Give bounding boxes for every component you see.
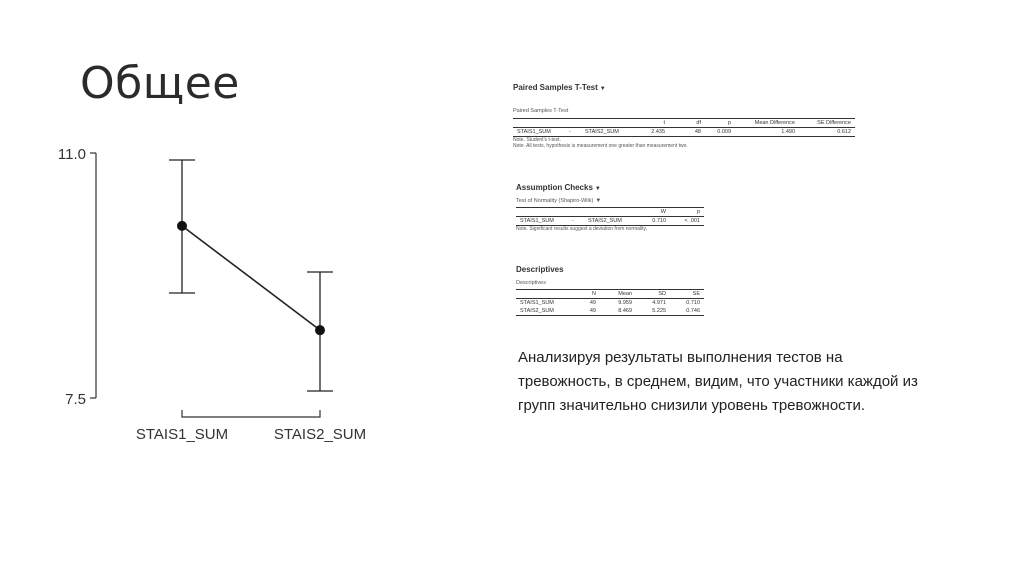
ttest-col-mean-diff: Mean Difference [735,119,799,128]
ttest-note-1: Note. Student's t-test. [513,137,561,143]
conclusion-text: Анализируя результаты выполнения тестов на тревожность, в среднем, видим, что участники каждой из групп значительно снизили уровень тревожности. [518,349,918,414]
slide-title: Общее [80,58,240,109]
table-row: STAIS1_SUM - STAIS2_SUM 0.710 < .001 [516,217,704,226]
mean-connector-line [182,226,320,330]
ttest-section [513,83,855,149]
ttest-caption: Paired Samples T-Test [513,108,569,114]
descriptives-heading: Descriptives [516,265,564,274]
x-tick-label-1: STAIS1_SUM [135,426,229,443]
descriptives-plot [0,0,420,460]
descriptives-col-n: N [574,290,600,299]
x-tick-label-2: STAIS2_SUM [273,426,367,443]
ttest-table [513,118,855,137]
table-row: STAIS2_SUM 49 8.469 5.225 0.746 [516,307,704,316]
ttest-note-2: Note. All tests, hypothesis is measurement one greater than measurement two. [513,143,688,149]
ttest-col-df: df [669,119,705,128]
descriptives-section [516,265,704,316]
descriptives-col-mean: Mean [600,290,636,299]
x-axis-bracket [182,410,320,417]
ttest-col [513,119,565,128]
descriptives-col-se: SE [670,290,704,299]
table-row: STAIS1_SUM - STAIS2_SUM 2.435 48 0.009 1.490 0.612 [513,128,855,137]
normality-col-p: p [670,208,704,217]
descriptives-table [516,289,704,316]
dropdown-triangle-icon[interactable]: ▼ [594,186,601,192]
dropdown-triangle-icon[interactable]: ▼ [595,198,602,204]
table-row: STAIS1_SUM 49 9.959 4.971 0.710 [520,300,700,306]
normality-note: Note. Significant results suggest a deviation from normality. [516,226,648,232]
ttest-col-t: t [633,119,669,128]
assumption-section [516,183,704,232]
descriptives-col-sd: SD [636,290,670,299]
dropdown-triangle-icon[interactable]: ▼ [599,86,606,92]
mean-point-2 [315,325,325,335]
descriptives-caption: Descriptives [516,280,546,286]
ttest-col [565,119,581,128]
assumption-caption: Test of Normality (Shapiro-Wilk) [516,198,594,204]
ttest-col [581,119,633,128]
normality-table [516,207,704,226]
assumption-heading: Assumption Checks [516,183,593,192]
mean-point-1 [177,221,187,231]
ttest-heading: Paired Samples T-Test [513,83,598,92]
y-tick-label-bottom: 7.5 [65,391,86,408]
y-tick-label-top: 11.0 [57,146,86,163]
normality-col-w: W [636,208,670,217]
ttest-col-p: p [705,119,735,128]
ttest-col-se-diff: SE Difference [799,119,855,128]
